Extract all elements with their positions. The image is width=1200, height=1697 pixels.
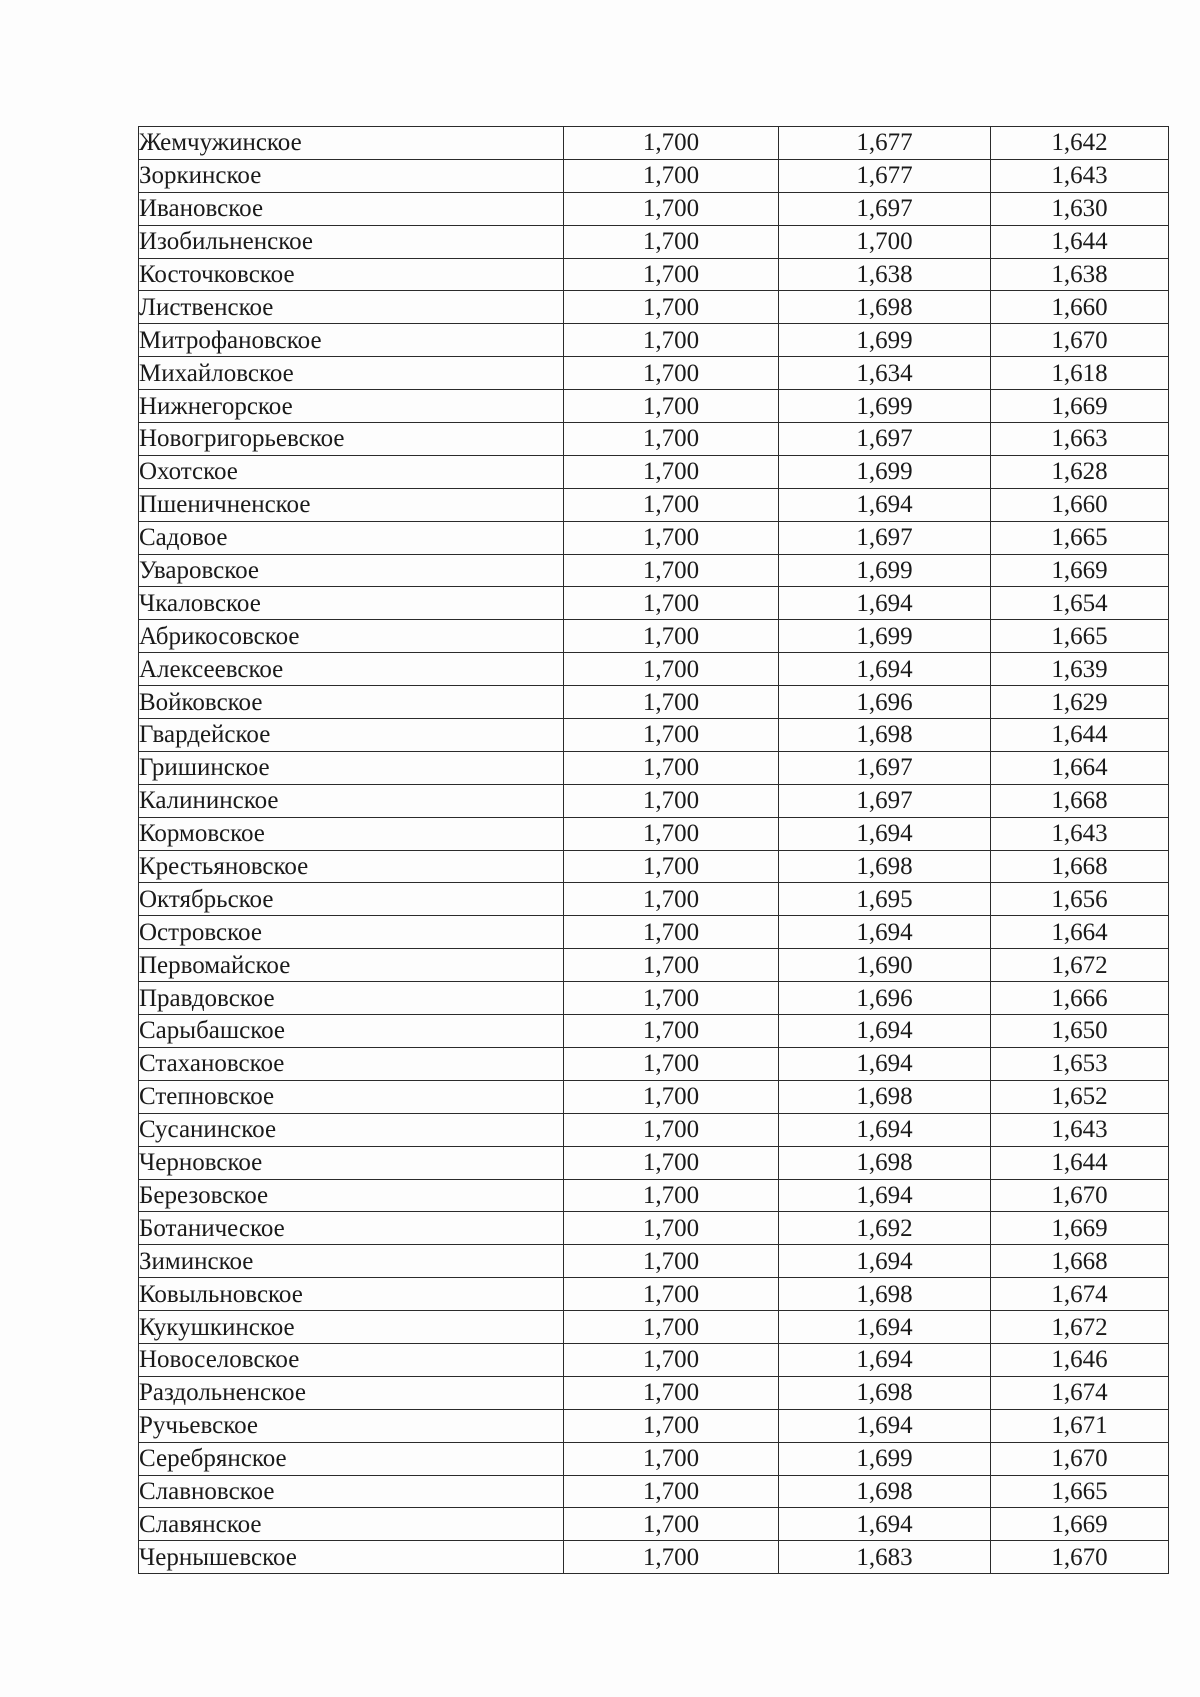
- value-col3-cell: 1,638: [991, 258, 1169, 291]
- value-col1-cell: 1,700: [564, 488, 779, 521]
- table-row: [139, 620, 1169, 653]
- value-col2-cell: 1,694: [779, 653, 991, 686]
- settlement-name-cell: Гвардейское: [139, 719, 564, 752]
- value-col1-cell: 1,700: [564, 1475, 779, 1508]
- value-col1-cell: 1,700: [564, 127, 779, 160]
- settlement-name-cell: Октябрьское: [139, 883, 564, 916]
- value-col1-cell: 1,700: [564, 1508, 779, 1541]
- value-col2-cell: 1,683: [779, 1541, 991, 1574]
- settlement-name-cell: Крестьяновское: [139, 850, 564, 883]
- table-row: [139, 488, 1169, 521]
- value-col2-cell: 1,697: [779, 751, 991, 784]
- value-col3-cell: 1,665: [991, 521, 1169, 554]
- table-row: [139, 423, 1169, 456]
- table-row: [139, 751, 1169, 784]
- value-col2-cell: 1,698: [779, 291, 991, 324]
- value-col1-cell: 1,700: [564, 916, 779, 949]
- settlement-name-cell: Изобильненское: [139, 225, 564, 258]
- value-col1-cell: 1,700: [564, 258, 779, 291]
- settlement-name-cell: Лиственское: [139, 291, 564, 324]
- table-row: [139, 1080, 1169, 1113]
- value-col2-cell: 1,699: [779, 554, 991, 587]
- value-col3-cell: 1,629: [991, 686, 1169, 719]
- settlement-name-cell: Охотское: [139, 455, 564, 488]
- settlement-name-cell: Митрофановское: [139, 324, 564, 357]
- table-body: [139, 127, 1169, 1574]
- value-col2-cell: 1,700: [779, 225, 991, 258]
- value-col2-cell: 1,694: [779, 488, 991, 521]
- value-col1-cell: 1,700: [564, 949, 779, 982]
- value-col1-cell: 1,700: [564, 455, 779, 488]
- value-col3-cell: 1,665: [991, 1475, 1169, 1508]
- value-col2-cell: 1,638: [779, 258, 991, 291]
- table-row: [139, 324, 1169, 357]
- value-col2-cell: 1,694: [779, 1409, 991, 1442]
- table-row: [139, 1047, 1169, 1080]
- settlement-name-cell: Косточковское: [139, 258, 564, 291]
- value-col3-cell: 1,674: [991, 1376, 1169, 1409]
- settlement-name-cell: Садовое: [139, 521, 564, 554]
- table-row: [139, 159, 1169, 192]
- table-row: [139, 1245, 1169, 1278]
- table-row: [139, 1442, 1169, 1475]
- settlement-name-cell: Островское: [139, 916, 564, 949]
- table-row: [139, 225, 1169, 258]
- value-col3-cell: 1,644: [991, 225, 1169, 258]
- value-col1-cell: 1,700: [564, 1245, 779, 1278]
- value-col2-cell: 1,694: [779, 1047, 991, 1080]
- value-col2-cell: 1,694: [779, 1508, 991, 1541]
- table-row: [139, 554, 1169, 587]
- value-col2-cell: 1,694: [779, 817, 991, 850]
- value-col1-cell: 1,700: [564, 1376, 779, 1409]
- value-col3-cell: 1,666: [991, 982, 1169, 1015]
- value-col2-cell: 1,694: [779, 916, 991, 949]
- value-col1-cell: 1,700: [564, 1047, 779, 1080]
- value-col1-cell: 1,700: [564, 423, 779, 456]
- value-col2-cell: 1,694: [779, 1113, 991, 1146]
- settlement-name-cell: Гришинское: [139, 751, 564, 784]
- value-col1-cell: 1,700: [564, 850, 779, 883]
- table-row: [139, 1343, 1169, 1376]
- value-col3-cell: 1,670: [991, 1442, 1169, 1475]
- value-col1-cell: 1,700: [564, 159, 779, 192]
- value-col3-cell: 1,668: [991, 850, 1169, 883]
- value-col1-cell: 1,700: [564, 784, 779, 817]
- value-col2-cell: 1,699: [779, 324, 991, 357]
- value-col3-cell: 1,671: [991, 1409, 1169, 1442]
- value-col3-cell: 1,652: [991, 1080, 1169, 1113]
- value-col1-cell: 1,700: [564, 1311, 779, 1344]
- settlement-name-cell: Стахановское: [139, 1047, 564, 1080]
- table-row: [139, 291, 1169, 324]
- table-row: [139, 850, 1169, 883]
- table-row: [139, 192, 1169, 225]
- value-col3-cell: 1,668: [991, 1245, 1169, 1278]
- settlement-name-cell: Серебрянское: [139, 1442, 564, 1475]
- value-col2-cell: 1,699: [779, 1442, 991, 1475]
- value-col2-cell: 1,695: [779, 883, 991, 916]
- table-row: [139, 357, 1169, 390]
- value-col2-cell: 1,697: [779, 423, 991, 456]
- value-col1-cell: 1,700: [564, 192, 779, 225]
- value-col1-cell: 1,700: [564, 521, 779, 554]
- value-col2-cell: 1,698: [779, 1080, 991, 1113]
- table-row: [139, 1179, 1169, 1212]
- settlement-name-cell: Войковское: [139, 686, 564, 719]
- table-row: [139, 1508, 1169, 1541]
- settlement-name-cell: Славновское: [139, 1475, 564, 1508]
- value-col3-cell: 1,643: [991, 817, 1169, 850]
- value-col3-cell: 1,643: [991, 159, 1169, 192]
- settlement-name-cell: Зоркинское: [139, 159, 564, 192]
- table-row: [139, 521, 1169, 554]
- value-col1-cell: 1,700: [564, 1179, 779, 1212]
- value-col3-cell: 1,650: [991, 1015, 1169, 1048]
- value-col1-cell: 1,700: [564, 1409, 779, 1442]
- table-row: [139, 1015, 1169, 1048]
- value-col3-cell: 1,670: [991, 1179, 1169, 1212]
- settlement-name-cell: Сарыбашское: [139, 1015, 564, 1048]
- settlement-name-cell: Кормовское: [139, 817, 564, 850]
- table-row: [139, 1113, 1169, 1146]
- settlement-name-cell: Черновское: [139, 1146, 564, 1179]
- value-col3-cell: 1,669: [991, 390, 1169, 423]
- value-col1-cell: 1,700: [564, 390, 779, 423]
- table-row: [139, 784, 1169, 817]
- value-col3-cell: 1,628: [991, 455, 1169, 488]
- value-col3-cell: 1,644: [991, 1146, 1169, 1179]
- settlement-name-cell: Первомайское: [139, 949, 564, 982]
- value-col2-cell: 1,694: [779, 1311, 991, 1344]
- settlement-name-cell: Правдовское: [139, 982, 564, 1015]
- settlement-name-cell: Уваровское: [139, 554, 564, 587]
- value-col2-cell: 1,698: [779, 719, 991, 752]
- value-col1-cell: 1,700: [564, 751, 779, 784]
- value-col3-cell: 1,664: [991, 751, 1169, 784]
- table-row: [139, 1212, 1169, 1245]
- value-col1-cell: 1,700: [564, 1343, 779, 1376]
- table-row: [139, 1146, 1169, 1179]
- table-row: [139, 1311, 1169, 1344]
- table-row: [139, 1541, 1169, 1574]
- value-col2-cell: 1,697: [779, 521, 991, 554]
- settlement-name-cell: Чкаловское: [139, 587, 564, 620]
- value-col1-cell: 1,700: [564, 817, 779, 850]
- settlement-name-cell: Пшеничненское: [139, 488, 564, 521]
- value-col3-cell: 1,653: [991, 1047, 1169, 1080]
- settlement-name-cell: Ботаническое: [139, 1212, 564, 1245]
- value-col3-cell: 1,618: [991, 357, 1169, 390]
- table-row: [139, 1376, 1169, 1409]
- value-col3-cell: 1,672: [991, 1311, 1169, 1344]
- value-col1-cell: 1,700: [564, 1278, 779, 1311]
- value-col2-cell: 1,694: [779, 587, 991, 620]
- settlement-name-cell: Раздольненское: [139, 1376, 564, 1409]
- value-col1-cell: 1,700: [564, 982, 779, 1015]
- settlement-name-cell: Михайловское: [139, 357, 564, 390]
- settlement-name-cell: Нижнегорское: [139, 390, 564, 423]
- value-col1-cell: 1,700: [564, 653, 779, 686]
- value-col3-cell: 1,656: [991, 883, 1169, 916]
- table-row: [139, 982, 1169, 1015]
- value-col2-cell: 1,698: [779, 1146, 991, 1179]
- value-col2-cell: 1,699: [779, 620, 991, 653]
- table-row: [139, 883, 1169, 916]
- settlement-name-cell: Калининское: [139, 784, 564, 817]
- settlement-name-cell: Кукушкинское: [139, 1311, 564, 1344]
- table-row: [139, 587, 1169, 620]
- value-col1-cell: 1,700: [564, 1080, 779, 1113]
- value-col2-cell: 1,696: [779, 982, 991, 1015]
- value-col2-cell: 1,694: [779, 1015, 991, 1048]
- settlement-name-cell: Жемчужинское: [139, 127, 564, 160]
- value-col1-cell: 1,700: [564, 357, 779, 390]
- table-row: [139, 916, 1169, 949]
- value-col1-cell: 1,700: [564, 1212, 779, 1245]
- value-col1-cell: 1,700: [564, 686, 779, 719]
- table-row: [139, 455, 1169, 488]
- value-col3-cell: 1,674: [991, 1278, 1169, 1311]
- data-table: [138, 126, 1169, 1574]
- value-col2-cell: 1,698: [779, 1278, 991, 1311]
- settlement-name-cell: Зиминское: [139, 1245, 564, 1278]
- value-col3-cell: 1,630: [991, 192, 1169, 225]
- value-col3-cell: 1,669: [991, 1508, 1169, 1541]
- value-col2-cell: 1,697: [779, 192, 991, 225]
- value-col1-cell: 1,700: [564, 1113, 779, 1146]
- value-col2-cell: 1,699: [779, 455, 991, 488]
- value-col3-cell: 1,646: [991, 1343, 1169, 1376]
- value-col1-cell: 1,700: [564, 620, 779, 653]
- value-col1-cell: 1,700: [564, 324, 779, 357]
- value-col2-cell: 1,698: [779, 1376, 991, 1409]
- table-row: [139, 817, 1169, 850]
- value-col2-cell: 1,694: [779, 1343, 991, 1376]
- value-col1-cell: 1,700: [564, 291, 779, 324]
- settlement-name-cell: Ручьевское: [139, 1409, 564, 1442]
- value-col2-cell: 1,677: [779, 127, 991, 160]
- value-col2-cell: 1,690: [779, 949, 991, 982]
- table-row: [139, 1409, 1169, 1442]
- value-col3-cell: 1,669: [991, 554, 1169, 587]
- value-col3-cell: 1,670: [991, 324, 1169, 357]
- value-col2-cell: 1,697: [779, 784, 991, 817]
- value-col1-cell: 1,700: [564, 1146, 779, 1179]
- value-col3-cell: 1,642: [991, 127, 1169, 160]
- value-col2-cell: 1,694: [779, 1245, 991, 1278]
- value-col3-cell: 1,669: [991, 1212, 1169, 1245]
- value-col2-cell: 1,698: [779, 850, 991, 883]
- settlement-name-cell: Степновское: [139, 1080, 564, 1113]
- value-col1-cell: 1,700: [564, 225, 779, 258]
- value-col3-cell: 1,643: [991, 1113, 1169, 1146]
- value-col2-cell: 1,694: [779, 1179, 991, 1212]
- value-col1-cell: 1,700: [564, 554, 779, 587]
- settlement-name-cell: Ковыльновское: [139, 1278, 564, 1311]
- value-col2-cell: 1,698: [779, 1475, 991, 1508]
- table-row: [139, 127, 1169, 160]
- value-col3-cell: 1,639: [991, 653, 1169, 686]
- value-col2-cell: 1,634: [779, 357, 991, 390]
- settlement-name-cell: Сусанинское: [139, 1113, 564, 1146]
- value-col1-cell: 1,700: [564, 1015, 779, 1048]
- value-col2-cell: 1,677: [779, 159, 991, 192]
- value-col2-cell: 1,692: [779, 1212, 991, 1245]
- settlement-name-cell: Чернышевское: [139, 1541, 564, 1574]
- table-row: [139, 719, 1169, 752]
- value-col1-cell: 1,700: [564, 587, 779, 620]
- value-col1-cell: 1,700: [564, 1541, 779, 1574]
- table-row: [139, 949, 1169, 982]
- value-col3-cell: 1,660: [991, 291, 1169, 324]
- settlement-name-cell: Славянское: [139, 1508, 564, 1541]
- settlement-name-cell: Новогригорьевское: [139, 423, 564, 456]
- value-col2-cell: 1,699: [779, 390, 991, 423]
- table-row: [139, 653, 1169, 686]
- settlement-name-cell: Абрикосовское: [139, 620, 564, 653]
- table-row: [139, 390, 1169, 423]
- value-col1-cell: 1,700: [564, 1442, 779, 1475]
- value-col3-cell: 1,672: [991, 949, 1169, 982]
- settlement-name-cell: Новоселовское: [139, 1343, 564, 1376]
- value-col3-cell: 1,654: [991, 587, 1169, 620]
- value-col3-cell: 1,670: [991, 1541, 1169, 1574]
- value-col2-cell: 1,696: [779, 686, 991, 719]
- settlement-name-cell: Ивановское: [139, 192, 564, 225]
- table-row: [139, 1278, 1169, 1311]
- settlement-name-cell: Березовское: [139, 1179, 564, 1212]
- value-col3-cell: 1,665: [991, 620, 1169, 653]
- value-col3-cell: 1,660: [991, 488, 1169, 521]
- value-col1-cell: 1,700: [564, 719, 779, 752]
- value-col3-cell: 1,644: [991, 719, 1169, 752]
- value-col1-cell: 1,700: [564, 883, 779, 916]
- table-row: [139, 1475, 1169, 1508]
- settlement-name-cell: Алексеевское: [139, 653, 564, 686]
- table-row: [139, 258, 1169, 291]
- value-col3-cell: 1,664: [991, 916, 1169, 949]
- value-col3-cell: 1,668: [991, 784, 1169, 817]
- value-col3-cell: 1,663: [991, 423, 1169, 456]
- table-row: [139, 686, 1169, 719]
